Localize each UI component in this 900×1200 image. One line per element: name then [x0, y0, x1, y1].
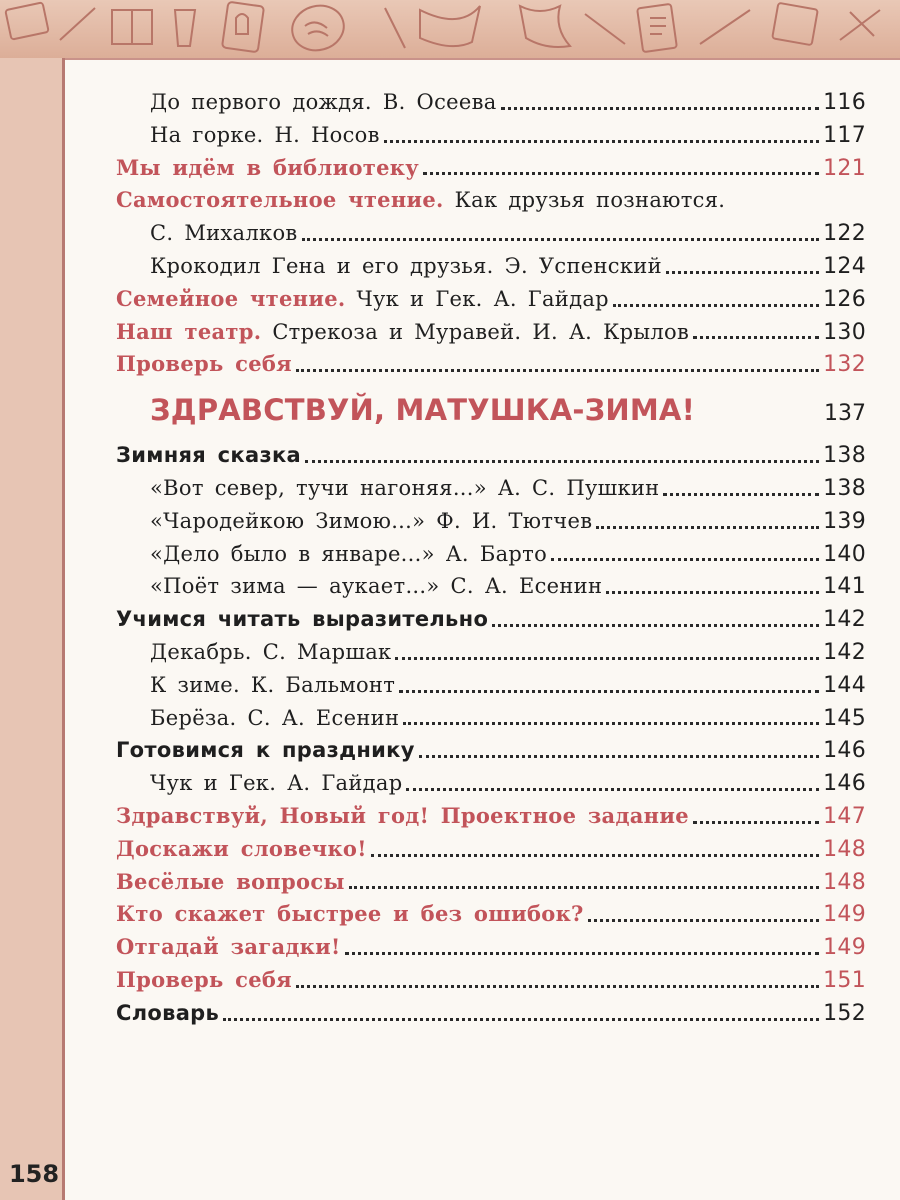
entry-title: «Чародейкою Зимою...» Ф. И. Тютчев — [150, 508, 593, 533]
entry-title — [116, 184, 725, 217]
entry-page: 146 — [823, 738, 866, 764]
entry-page: 145 — [823, 705, 866, 731]
page-number: 158 — [8, 1160, 60, 1188]
entry-page: 149 — [823, 902, 866, 928]
entry-page: 121 — [823, 155, 866, 181]
leader-dots — [492, 624, 819, 627]
entry-title: К зиме. К. Бальмонт — [150, 672, 396, 697]
toc-entry — [116, 439, 866, 472]
entry-rest: Чук и Гек. А. Гайдар — [356, 286, 609, 311]
entry-page: 138 — [823, 443, 866, 469]
toc-entry — [116, 316, 866, 349]
toc-entry — [116, 348, 866, 381]
entry-title: Готовимся к празднику — [116, 738, 415, 763]
entry-page: 140 — [823, 541, 866, 567]
leader-dots — [406, 788, 819, 791]
entry-title: Зимняя сказка — [116, 443, 301, 468]
leader-dots — [384, 140, 819, 143]
entry-page: 138 — [823, 475, 866, 501]
section-title: ЗДРАВСТВУЙ, МАТУШКА-ЗИМА! — [150, 393, 695, 428]
table-of-contents — [116, 86, 866, 1030]
entry-title: Крокодил Гена и его друзья. Э. Успенский — [150, 253, 662, 278]
entry-rubric: Наш театр. — [116, 318, 262, 344]
entry-rubric: Самостоятельное чтение. — [116, 187, 444, 213]
entry-page: 117 — [823, 122, 866, 148]
toc-entry — [116, 570, 866, 603]
leader-dots — [666, 271, 819, 274]
entry-title: На горке. Н. Носов — [150, 122, 380, 147]
entry-title: Кто скажет быстрее и без ошибок? — [116, 901, 584, 927]
leader-dots — [693, 821, 819, 824]
toc-list-part1 — [116, 86, 866, 381]
entry-rubric: Семейное чтение. — [116, 285, 346, 311]
entry-title: Чук и Гек. А. Гайдар — [150, 771, 403, 796]
entry-page: 146 — [823, 771, 866, 797]
entry-page: 132 — [823, 352, 866, 378]
toc-entry — [116, 734, 866, 767]
leader-dots — [395, 657, 819, 660]
leader-dots — [403, 722, 819, 725]
toc-entry — [116, 119, 866, 152]
leader-dots — [305, 460, 819, 463]
leader-dots — [371, 854, 819, 857]
leader-dots — [345, 952, 820, 955]
toc-entry — [116, 964, 866, 997]
entry-title: Весёлые вопросы — [116, 868, 345, 894]
entry-page: 130 — [823, 319, 866, 345]
entry-page: 144 — [823, 672, 866, 698]
entry-page: 148 — [823, 836, 866, 862]
entry-page: 152 — [823, 1000, 866, 1026]
leader-dots — [302, 238, 820, 241]
entry-page: 151 — [823, 967, 866, 993]
entry-title: Декабрь. С. Маршак — [150, 639, 392, 664]
section-heading — [116, 381, 866, 439]
leader-dots — [606, 591, 819, 594]
entry-title: До первого дождя. В. Осеева — [150, 90, 497, 114]
entry-title: С. Михалков — [150, 221, 298, 246]
toc-entry — [116, 217, 866, 250]
leader-dots — [663, 493, 819, 496]
leader-dots — [296, 985, 819, 988]
entry-title: «Вот север, тучи нагоняя...» А. С. Пушкин — [150, 475, 660, 500]
entry-title: Доскажи словечко! — [116, 835, 367, 861]
leader-dots — [399, 690, 819, 693]
leader-dots — [349, 886, 819, 889]
toc-entry — [116, 767, 866, 800]
toc-entry — [116, 833, 866, 866]
toc-entry — [116, 538, 866, 571]
leader-dots — [588, 919, 819, 922]
entry-title: Отгадай загадки! — [116, 934, 341, 960]
toc-entry — [116, 931, 866, 964]
entry-title: «Поёт зима — аукает...» С. А. Есенин — [150, 574, 603, 599]
leader-dots — [693, 336, 819, 339]
leader-dots — [423, 172, 819, 175]
section-page: 137 — [824, 401, 866, 427]
entry-rest: Как друзья познаются. — [454, 188, 726, 213]
toc-entry — [116, 184, 866, 217]
entry-title: Учимся читать выразительно — [116, 607, 489, 632]
leader-dots — [613, 304, 819, 307]
toc-entry — [116, 669, 866, 702]
toc-entry — [116, 866, 866, 899]
leader-dots — [223, 1018, 819, 1021]
toc-entry — [116, 898, 866, 931]
toc-entry — [116, 702, 866, 735]
toc-entry — [116, 472, 866, 505]
toc-entry — [116, 250, 866, 283]
leader-dots — [296, 369, 819, 372]
entry-page: 142 — [823, 607, 866, 633]
entry-title: Здравствуй, Новый год! Проектное задание — [116, 802, 689, 828]
entry-page: 147 — [823, 803, 866, 829]
toc-entry — [116, 997, 866, 1030]
entry-title — [116, 316, 689, 349]
leader-dots — [419, 755, 819, 758]
toc-entry — [116, 603, 866, 636]
decorative-banner — [0, 0, 900, 60]
entry-title: «Дело было в январе...» А. Барто — [150, 541, 548, 566]
entry-page: 122 — [823, 221, 866, 247]
toc-entry — [116, 283, 866, 316]
entry-page: 116 — [823, 90, 866, 115]
entry-title: Словарь — [116, 1000, 220, 1025]
entry-page: 142 — [823, 639, 866, 665]
entry-title: Проверь себя — [116, 966, 292, 992]
toc-entry — [116, 505, 866, 538]
toc-list-part2 — [116, 439, 866, 1029]
entry-title — [116, 283, 609, 316]
banner-doodles-icon — [0, 0, 900, 58]
entry-title: Мы идём в библиотеку — [116, 154, 419, 180]
toc-entry — [116, 152, 866, 185]
entry-page: 126 — [823, 286, 866, 312]
entry-page: 148 — [823, 869, 866, 895]
leader-dots — [501, 107, 820, 110]
entry-page: 141 — [823, 574, 866, 600]
leader-dots — [551, 558, 819, 561]
entry-page: 139 — [823, 508, 866, 534]
entry-title: Берёза. С. А. Есенин — [150, 705, 400, 730]
leader-dots — [596, 526, 819, 529]
entry-page: 149 — [823, 935, 866, 961]
toc-entry — [116, 636, 866, 669]
entry-rest: Стрекоза и Муравей. И. А. Крылов — [272, 319, 690, 344]
entry-title: Проверь себя — [116, 351, 292, 377]
left-margin-strip — [0, 58, 65, 1200]
entry-page: 124 — [823, 253, 866, 279]
toc-entry — [116, 86, 866, 119]
toc-entry — [116, 800, 866, 833]
